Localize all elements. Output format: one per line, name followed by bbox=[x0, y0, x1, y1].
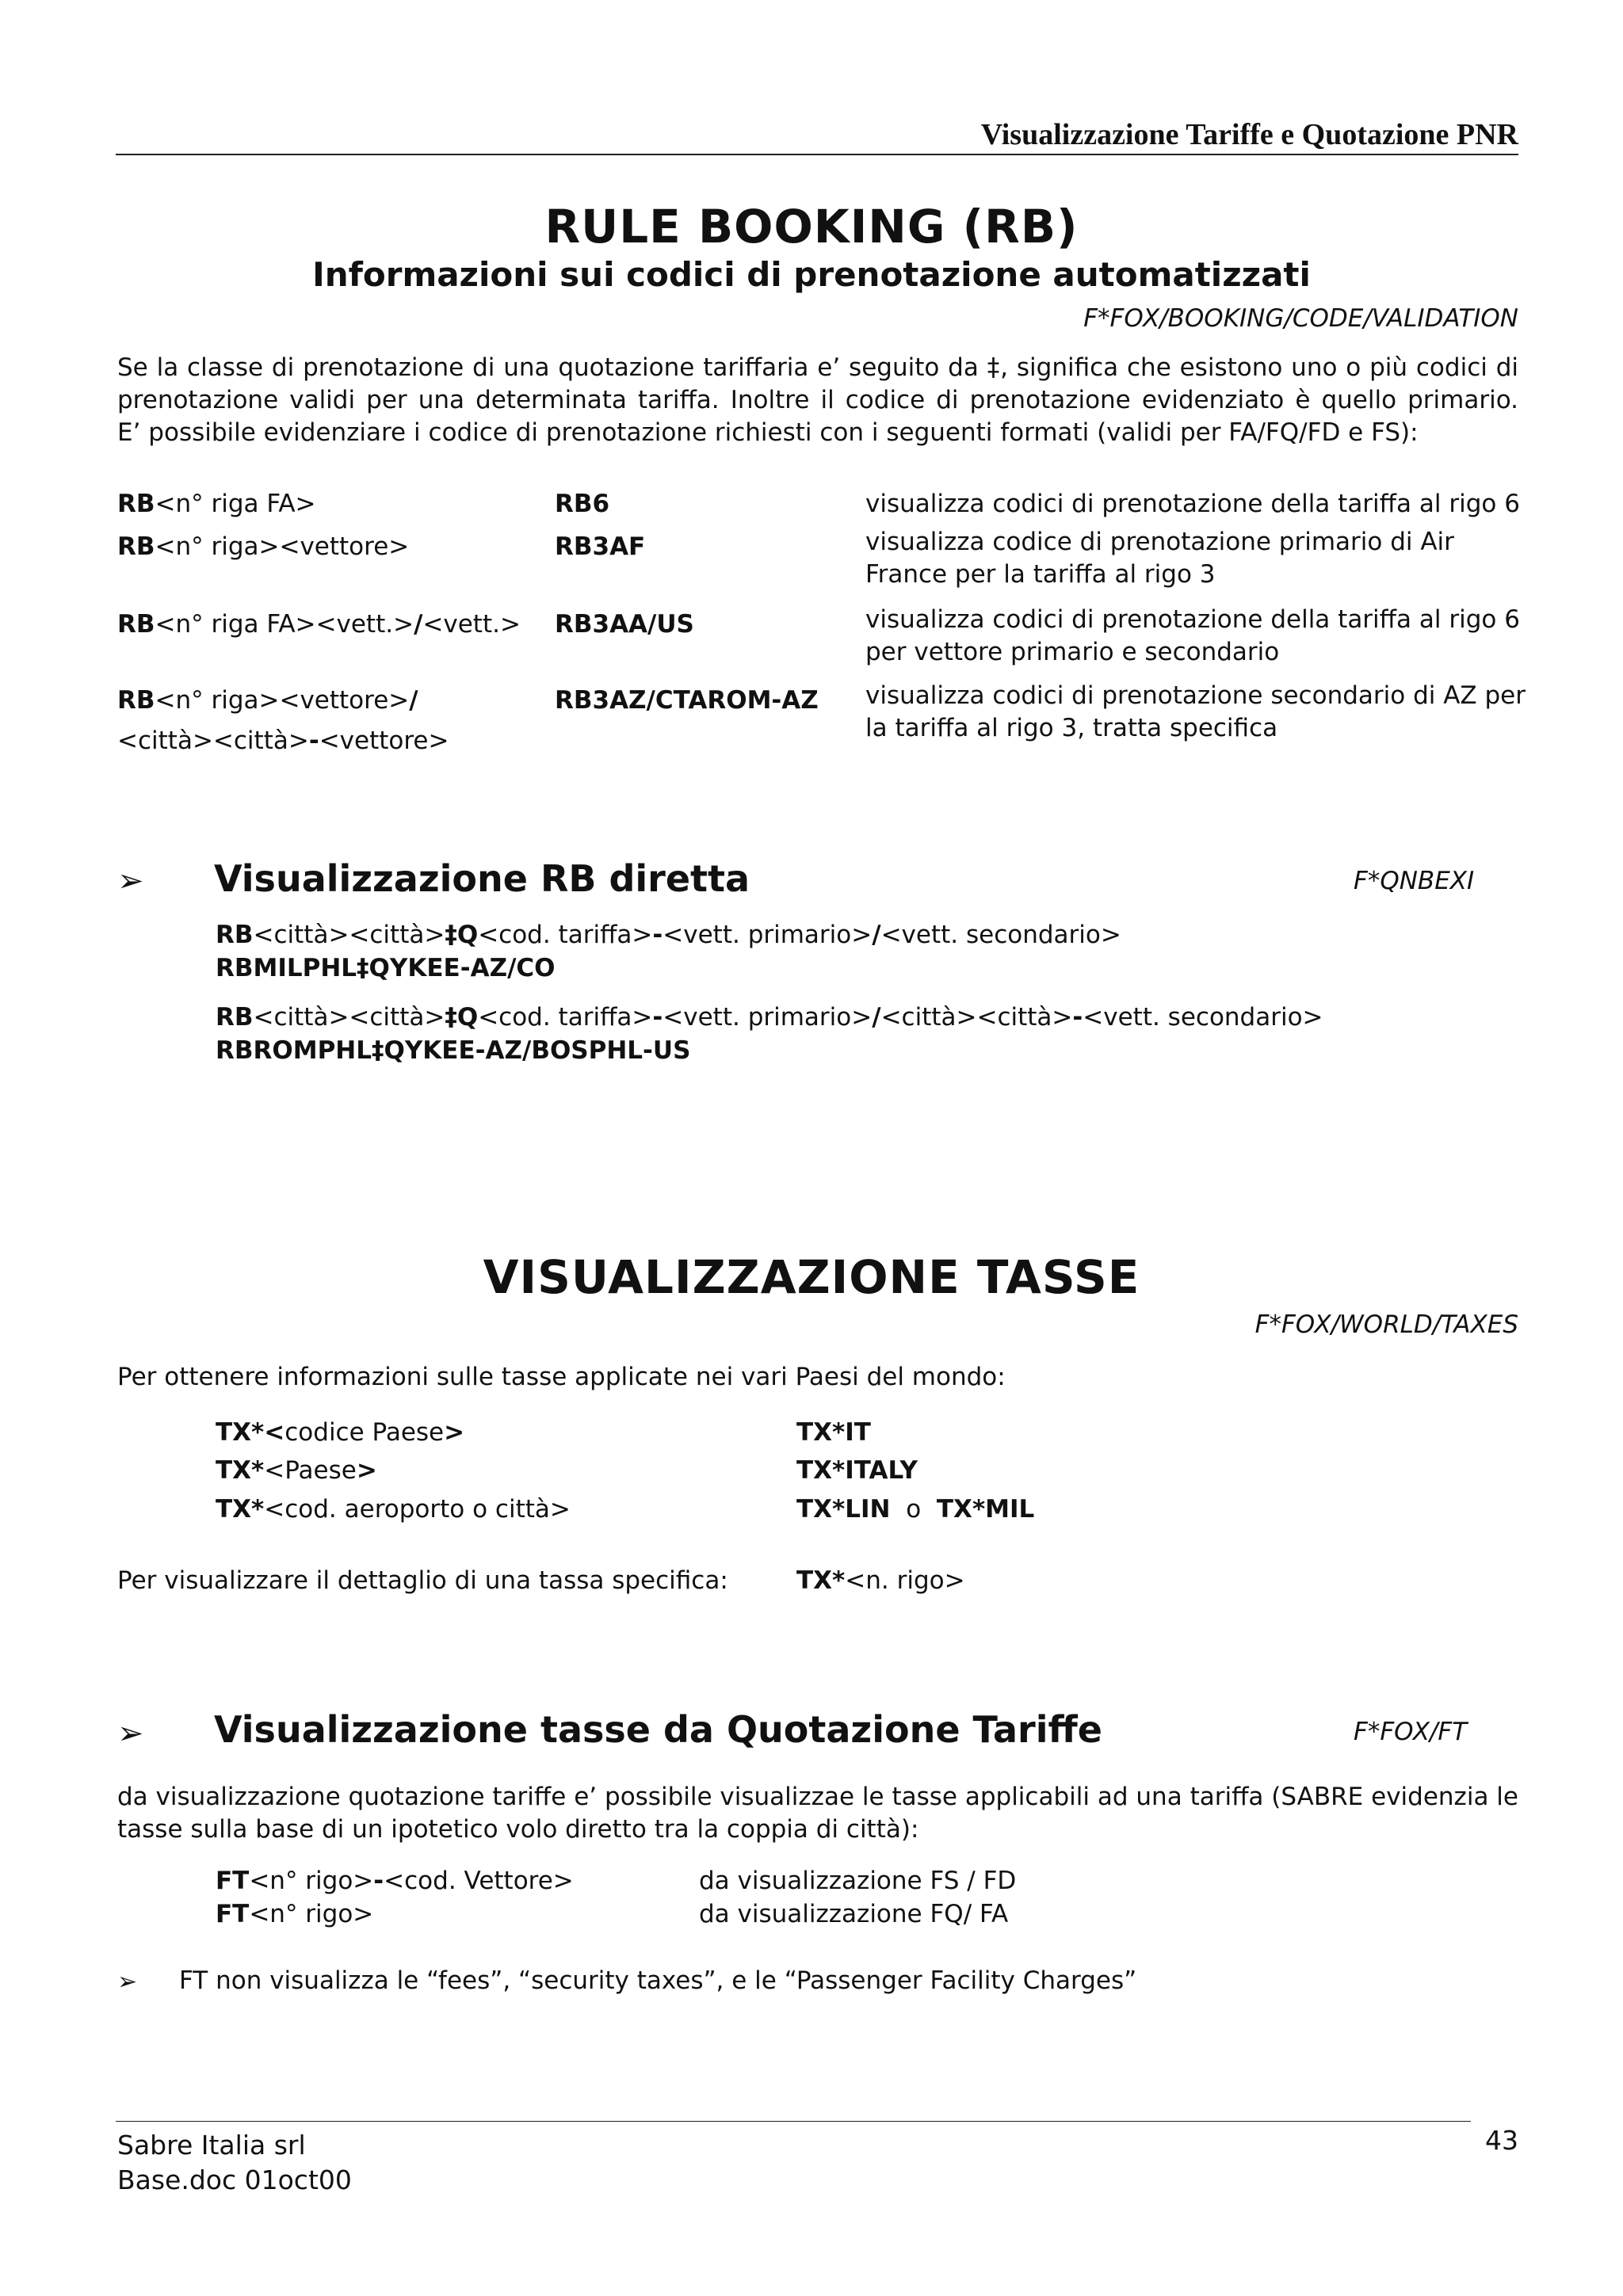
footer-company: Sabre Italia srl bbox=[117, 2130, 306, 2161]
ft-command bbox=[216, 1865, 574, 1897]
format-description bbox=[865, 680, 1526, 745]
command-bracket: > bbox=[356, 1456, 377, 1485]
syntax-part: - bbox=[652, 1003, 663, 1032]
format-separator: / bbox=[409, 686, 418, 715]
description-line: visualizza codice di prenotazione primario di Air bbox=[865, 528, 1454, 556]
format-args: <n° riga FA> bbox=[155, 490, 316, 518]
command-arg: <n° rigo> bbox=[249, 1900, 374, 1928]
description-line: per vettore primario e secondario bbox=[865, 638, 1280, 666]
syntax-part: <vett. primario> bbox=[663, 921, 873, 949]
table-row bbox=[117, 488, 316, 521]
rb-direct-reference: F*QNBEXI bbox=[1354, 867, 1475, 895]
format-separator: - bbox=[308, 727, 319, 755]
bullet-arrow-icon: ➢ bbox=[117, 1715, 144, 1752]
page-number: 43 bbox=[1485, 2125, 1518, 2156]
rb-direct-syntax bbox=[216, 1001, 1323, 1034]
format-keyword: RB bbox=[117, 532, 155, 561]
format-example: RB3AA/US bbox=[555, 610, 694, 639]
command-arg: <cod. Vettore> bbox=[384, 1867, 574, 1895]
command-bracket: < bbox=[264, 1418, 285, 1447]
table-row bbox=[117, 685, 449, 757]
command-arg: <n. rigo> bbox=[845, 1566, 965, 1595]
taxes-example: TX*IT bbox=[796, 1418, 871, 1447]
format-example: RB3AF bbox=[555, 532, 646, 561]
taxes-intro: Per ottenere informazioni sulle tasse applicate nei vari Paesi del mondo: bbox=[117, 1363, 1006, 1391]
table-row bbox=[117, 608, 521, 641]
syntax-part: ‡Q bbox=[445, 1003, 479, 1032]
ft-description: da visualizzazione FS / FD bbox=[699, 1867, 1017, 1895]
rb-direct-example: RBMILPHL‡QYKEE-AZ/CO bbox=[216, 954, 556, 982]
ft-command bbox=[216, 1898, 373, 1931]
command-separator: - bbox=[373, 1867, 384, 1895]
syntax-part: - bbox=[1072, 1003, 1083, 1032]
taxes-example: TX*ITALY bbox=[796, 1456, 918, 1485]
taxes-command bbox=[216, 1455, 377, 1487]
command-arg: codice Paese bbox=[285, 1418, 445, 1447]
command-keyword: FT bbox=[216, 1900, 250, 1928]
command-keyword: TX* bbox=[216, 1495, 265, 1524]
rule-booking-subtitle: Informazioni sui codici di prenotazione automatizzati bbox=[312, 255, 1311, 294]
description-line: France per la tariffa al rigo 3 bbox=[865, 560, 1216, 589]
ft-note: FT non visualizza le “fees”, “security taxes”, e le “Passenger Facility Charges” bbox=[179, 1966, 1137, 1995]
example-code: TX*MIL bbox=[936, 1495, 1035, 1524]
rb-direct-example: RBROMPHL‡QYKEE-AZ/BOSPHL-US bbox=[216, 1036, 691, 1065]
syntax-part: <vett. primario> bbox=[663, 1003, 873, 1032]
command-keyword: TX* bbox=[796, 1566, 846, 1595]
syntax-part: <cod. tariffa> bbox=[478, 921, 653, 949]
syntax-part: / bbox=[872, 1003, 881, 1032]
description-line: visualizza codici di prenotazione della tariffa al rigo 6 bbox=[865, 605, 1520, 634]
format-args: <vettore> bbox=[319, 727, 449, 755]
format-keyword: RB bbox=[117, 490, 155, 518]
command-arg: <Paese bbox=[264, 1456, 357, 1485]
syntax-part: RB bbox=[216, 921, 254, 949]
intro-line: tasse sulla base di un ipotetico volo diretto tra la coppia di città): bbox=[117, 1815, 919, 1844]
format-args: <n° riga FA><vett.> bbox=[155, 610, 414, 639]
taxes-reference: F*FOX/WORLD/TAXES bbox=[1254, 1310, 1518, 1339]
syntax-part: <città><città> bbox=[253, 921, 445, 949]
format-example: RB3AZ/CTAROM-AZ bbox=[555, 686, 819, 715]
ft-title: Visualizzazione tasse da Quotazione Tariffe bbox=[214, 1708, 1102, 1751]
format-args: <n° riga><vettore> bbox=[155, 532, 410, 561]
rule-booking-intro bbox=[117, 352, 1518, 449]
taxes-command bbox=[216, 1417, 464, 1449]
intro-line: prenotazione validi per una determinata tariffa. Inoltre il codice di prenotazione evidenziato è quello primario. bbox=[117, 386, 1518, 414]
command-arg: <n° rigo> bbox=[249, 1867, 374, 1895]
rb-direct-title: Visualizzazione RB diretta bbox=[214, 857, 750, 900]
format-keyword: RB bbox=[117, 610, 155, 639]
format-args: <n° riga><vettore> bbox=[155, 686, 410, 715]
syntax-part: <vett. secondario> bbox=[880, 921, 1121, 949]
syntax-part: RB bbox=[216, 1003, 254, 1032]
rb-direct-syntax bbox=[216, 919, 1121, 952]
command-keyword: FT bbox=[216, 1867, 250, 1895]
format-args: <città><città> bbox=[117, 727, 309, 755]
intro-line: da visualizzazione quotazione tariffe e’ possibile visualizzae le tasse applicabili ad una tariffa (SABRE evidenzia le bbox=[117, 1783, 1518, 1811]
taxes-title: VISUALIZZAZIONE TASSE bbox=[483, 1250, 1140, 1304]
ft-intro bbox=[117, 1781, 1518, 1846]
taxes-detail-command bbox=[796, 1565, 965, 1597]
description-line: visualizza codici di prenotazione secondario di AZ per bbox=[865, 681, 1526, 710]
format-description bbox=[865, 526, 1454, 591]
description-line: la tariffa al rigo 3, tratta specifica bbox=[865, 714, 1278, 742]
format-description bbox=[865, 604, 1520, 669]
command-arg: <cod. aeroporto o città> bbox=[264, 1495, 571, 1524]
format-example: RB6 bbox=[555, 490, 610, 518]
taxes-detail-label: Per visualizzare il dettaglio di una tassa specifica: bbox=[117, 1566, 728, 1595]
rb-format-table bbox=[117, 488, 1526, 757]
footer-doc: Base.doc 01oct00 bbox=[117, 2164, 352, 2195]
intro-line: Se la classe di prenotazione di una quotazione tariffaria e’ seguito da ‡, significa che esistono uno o più codici di bbox=[117, 353, 1518, 382]
taxes-command bbox=[216, 1493, 571, 1526]
syntax-part: <cod. tariffa> bbox=[478, 1003, 653, 1032]
rule-booking-title: RULE BOOKING (RB) bbox=[544, 200, 1079, 254]
example-code: TX*LIN bbox=[796, 1495, 891, 1524]
format-keyword: RB bbox=[117, 686, 155, 715]
syntax-part: ‡Q bbox=[445, 921, 479, 949]
syntax-part: - bbox=[652, 921, 663, 949]
command-bracket: > bbox=[444, 1418, 465, 1447]
bullet-arrow-icon: ➢ bbox=[117, 863, 144, 899]
syntax-part: / bbox=[872, 921, 881, 949]
header-rule bbox=[116, 154, 1518, 155]
rule-booking-reference: F*FOX/BOOKING/CODE/VALIDATION bbox=[1083, 304, 1518, 333]
table-row bbox=[117, 531, 409, 563]
syntax-part: <città><città> bbox=[253, 1003, 445, 1032]
running-header: Visualizzazione Tariffe e Quotazione PNR bbox=[980, 118, 1518, 151]
example-or: o bbox=[906, 1495, 922, 1524]
format-separator: / bbox=[414, 610, 423, 639]
format-description: visualizza codici di prenotazione della tariffa al rigo 6 bbox=[865, 490, 1520, 518]
command-keyword: TX* bbox=[216, 1418, 265, 1447]
format-args: <vett.> bbox=[422, 610, 521, 639]
ft-reference: F*FOX/FT bbox=[1354, 1718, 1468, 1746]
intro-line: E’ possibile evidenziare i codice di prenotazione richiesti con i seguenti formati (validi per FA/FQ/FD e FS): bbox=[117, 418, 1419, 447]
taxes-example bbox=[796, 1493, 1034, 1526]
syntax-part: <città><città> bbox=[880, 1003, 1073, 1032]
syntax-part: <vett. secondario> bbox=[1083, 1003, 1323, 1032]
bullet-arrow-icon: ➢ bbox=[117, 1968, 138, 1996]
ft-description: da visualizzazione FQ/ FA bbox=[699, 1900, 1009, 1928]
command-keyword: TX* bbox=[216, 1456, 265, 1485]
footer-rule bbox=[116, 2121, 1471, 2122]
